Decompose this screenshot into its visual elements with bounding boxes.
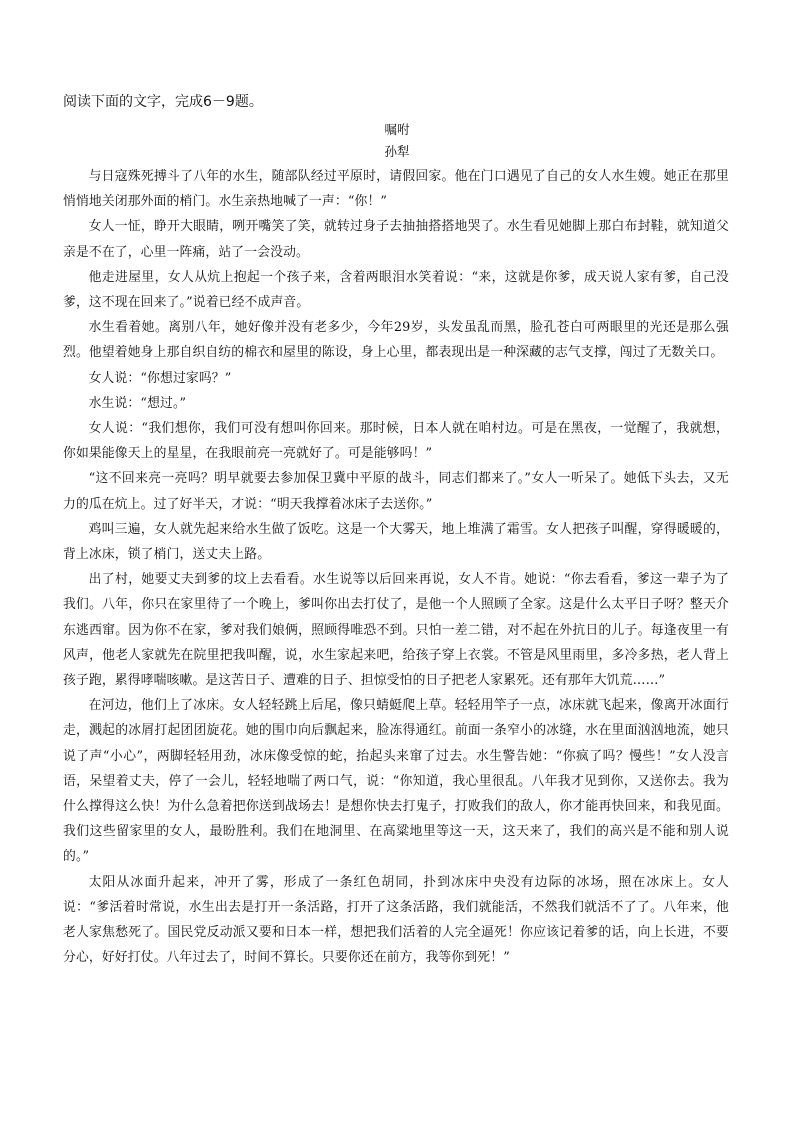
paragraph: 女人说：“我们想你，我们可没有想叫你回来。那时候，日本人就在咱村边。可是在黑夜，一觉醒了，我就想，你如果能像天上的星星，在我眼前亮一亮就好了。可是能够吗！” <box>63 421 729 462</box>
reading-instruction: 阅读下面的文字，完成6－9题。 <box>63 94 263 110</box>
paragraph: 水生看着她。离别八年，她好像并没有老多少，今年29岁，头发虽乱而黑，脸孔苍白可两眼里的光还是那么强烈。他望着她身上那自织自纺的棉衣和屋里的陈设，身上心里，都表现出是一种深藏的志气支撑，闯过了无数关口。 <box>63 320 729 361</box>
paragraph: 与日寇殊死搏斗了八年的水生，随部队经过平原时，请假回家。他在门口遇见了自己的女人水生嫂。她正在那里悄悄地关闭那外面的梢门。水生亲热地喊了一声：“你！” <box>63 169 729 210</box>
paragraph: 水生说：“想过。” <box>88 395 187 411</box>
paragraph: 出了村，她要丈夫到爹的坟上去看看。水生说等以后回来再说，女人不肯。她说：“你去看看，爹这一辈子为了我们。八年，你只在家里待了一个晚上，爹叫你出去打仗了，是他一个人照顾了全家。这是什么太平日子呀？整天介东逃西窜。因为你不在家，爹对我们娘俩，照顾得唯恐不到。只怕一差二错，对不起在外抗日的儿子。每逢夜里一有风声，他老人家就先在院里把我叫醒，说，水生家起来吧，给孩子穿上衣裳。不管是风里雨里，多冷多热，老人背上孩子跑，累得哮喘咳嗽。是这苦日子、遭难的日子、担惊受怕的日子把老人家累死。还有那年大饥荒……” <box>63 572 729 689</box>
paragraph: 鸡叫三遍，女人就先起来给水生做了饭吃。这是一个大雾天，地上堆满了霜雪。女人把孩子叫醒，穿得暖暖的，背上冰床，锁了梢门，送丈夫上路。 <box>63 521 729 563</box>
paragraph: “这不回来亮一亮吗？明早就要去参加保卫冀中平原的战斗，同志们都来了。”女人一听呆了。她低下头去，又无力的瓜在炕上。过了好半天，才说：“明天我撑着冰床子去送你。” <box>63 471 729 512</box>
paragraph: 他走进屋里，女人从炕上抱起一个孩子来，含着两眼泪水笑着说：“来，这就是你爹，成天说人家有爹，自己没爹，这不现在回来了。”说着已经不成声音。 <box>63 269 729 311</box>
article-author: 孙犁 <box>384 144 410 159</box>
article-title: 嘱咐 <box>384 122 410 137</box>
paragraph: 太阳从冰面升起来，冲开了雾，形成了一条红色胡同，扑到冰床中央没有边际的冰场，照在冰床上。女人说：“爹活着时常说，水生出去是打开一条活路，打开了这条活路，我们就能活，不然我们就活不了了。八年来，他老人家焦愁死了。国民党反动派又要和日本一样，想把我们活着的人完全逼死！你应该记着爹的话，向上长进，不要分心，好好打仗。八年过去了，时间不算长。只要你还在前方，我等你到死！” <box>63 874 729 966</box>
article-body <box>63 164 729 971</box>
paragraph: 女人说：“你想过家吗？” <box>88 370 232 386</box>
paragraph: 在河边，他们上了冰床。女人轻轻跳上后尾，像只蜻蜓爬上草。轻轻用竿子一点，冰床就飞起来，像离开冰面行走，溅起的冰屑打起团团旋花。她的围巾向后飘起来，脸冻得通红。前面一条窄小的冰缝，水在里面汹汹地流，她只说了声“小心”，两脚轻轻用劲，冰床像受惊的蛇，抬起头来窜了过去。水生警告她：“你疯了吗？慢些！”女人没言语，呆望着丈夫，停了一会儿，轻轻地喘了两口气，说：“你知道，我心里很乱。八年我才见到你，又送你去。我为什么撑得这么快！为什么急着把你送到战场去！是想你快去打鬼子，打败我们的敌人，你才能再快回来，和我见面。我们这些留家里的女人，最盼胜利。我们在地洞里、在高粱地里等这一天，这天来了，我们的高兴是不能和别人说的。” <box>63 698 729 865</box>
paragraph: 女人一怔，睁开大眼睛，咧开嘴笑了笑，就转过身子去抽抽搭搭地哭了。水生看见她脚上那白布封鞋，就知道父亲是不在了，心里一阵痛，站了一会没动。 <box>63 219 729 260</box>
